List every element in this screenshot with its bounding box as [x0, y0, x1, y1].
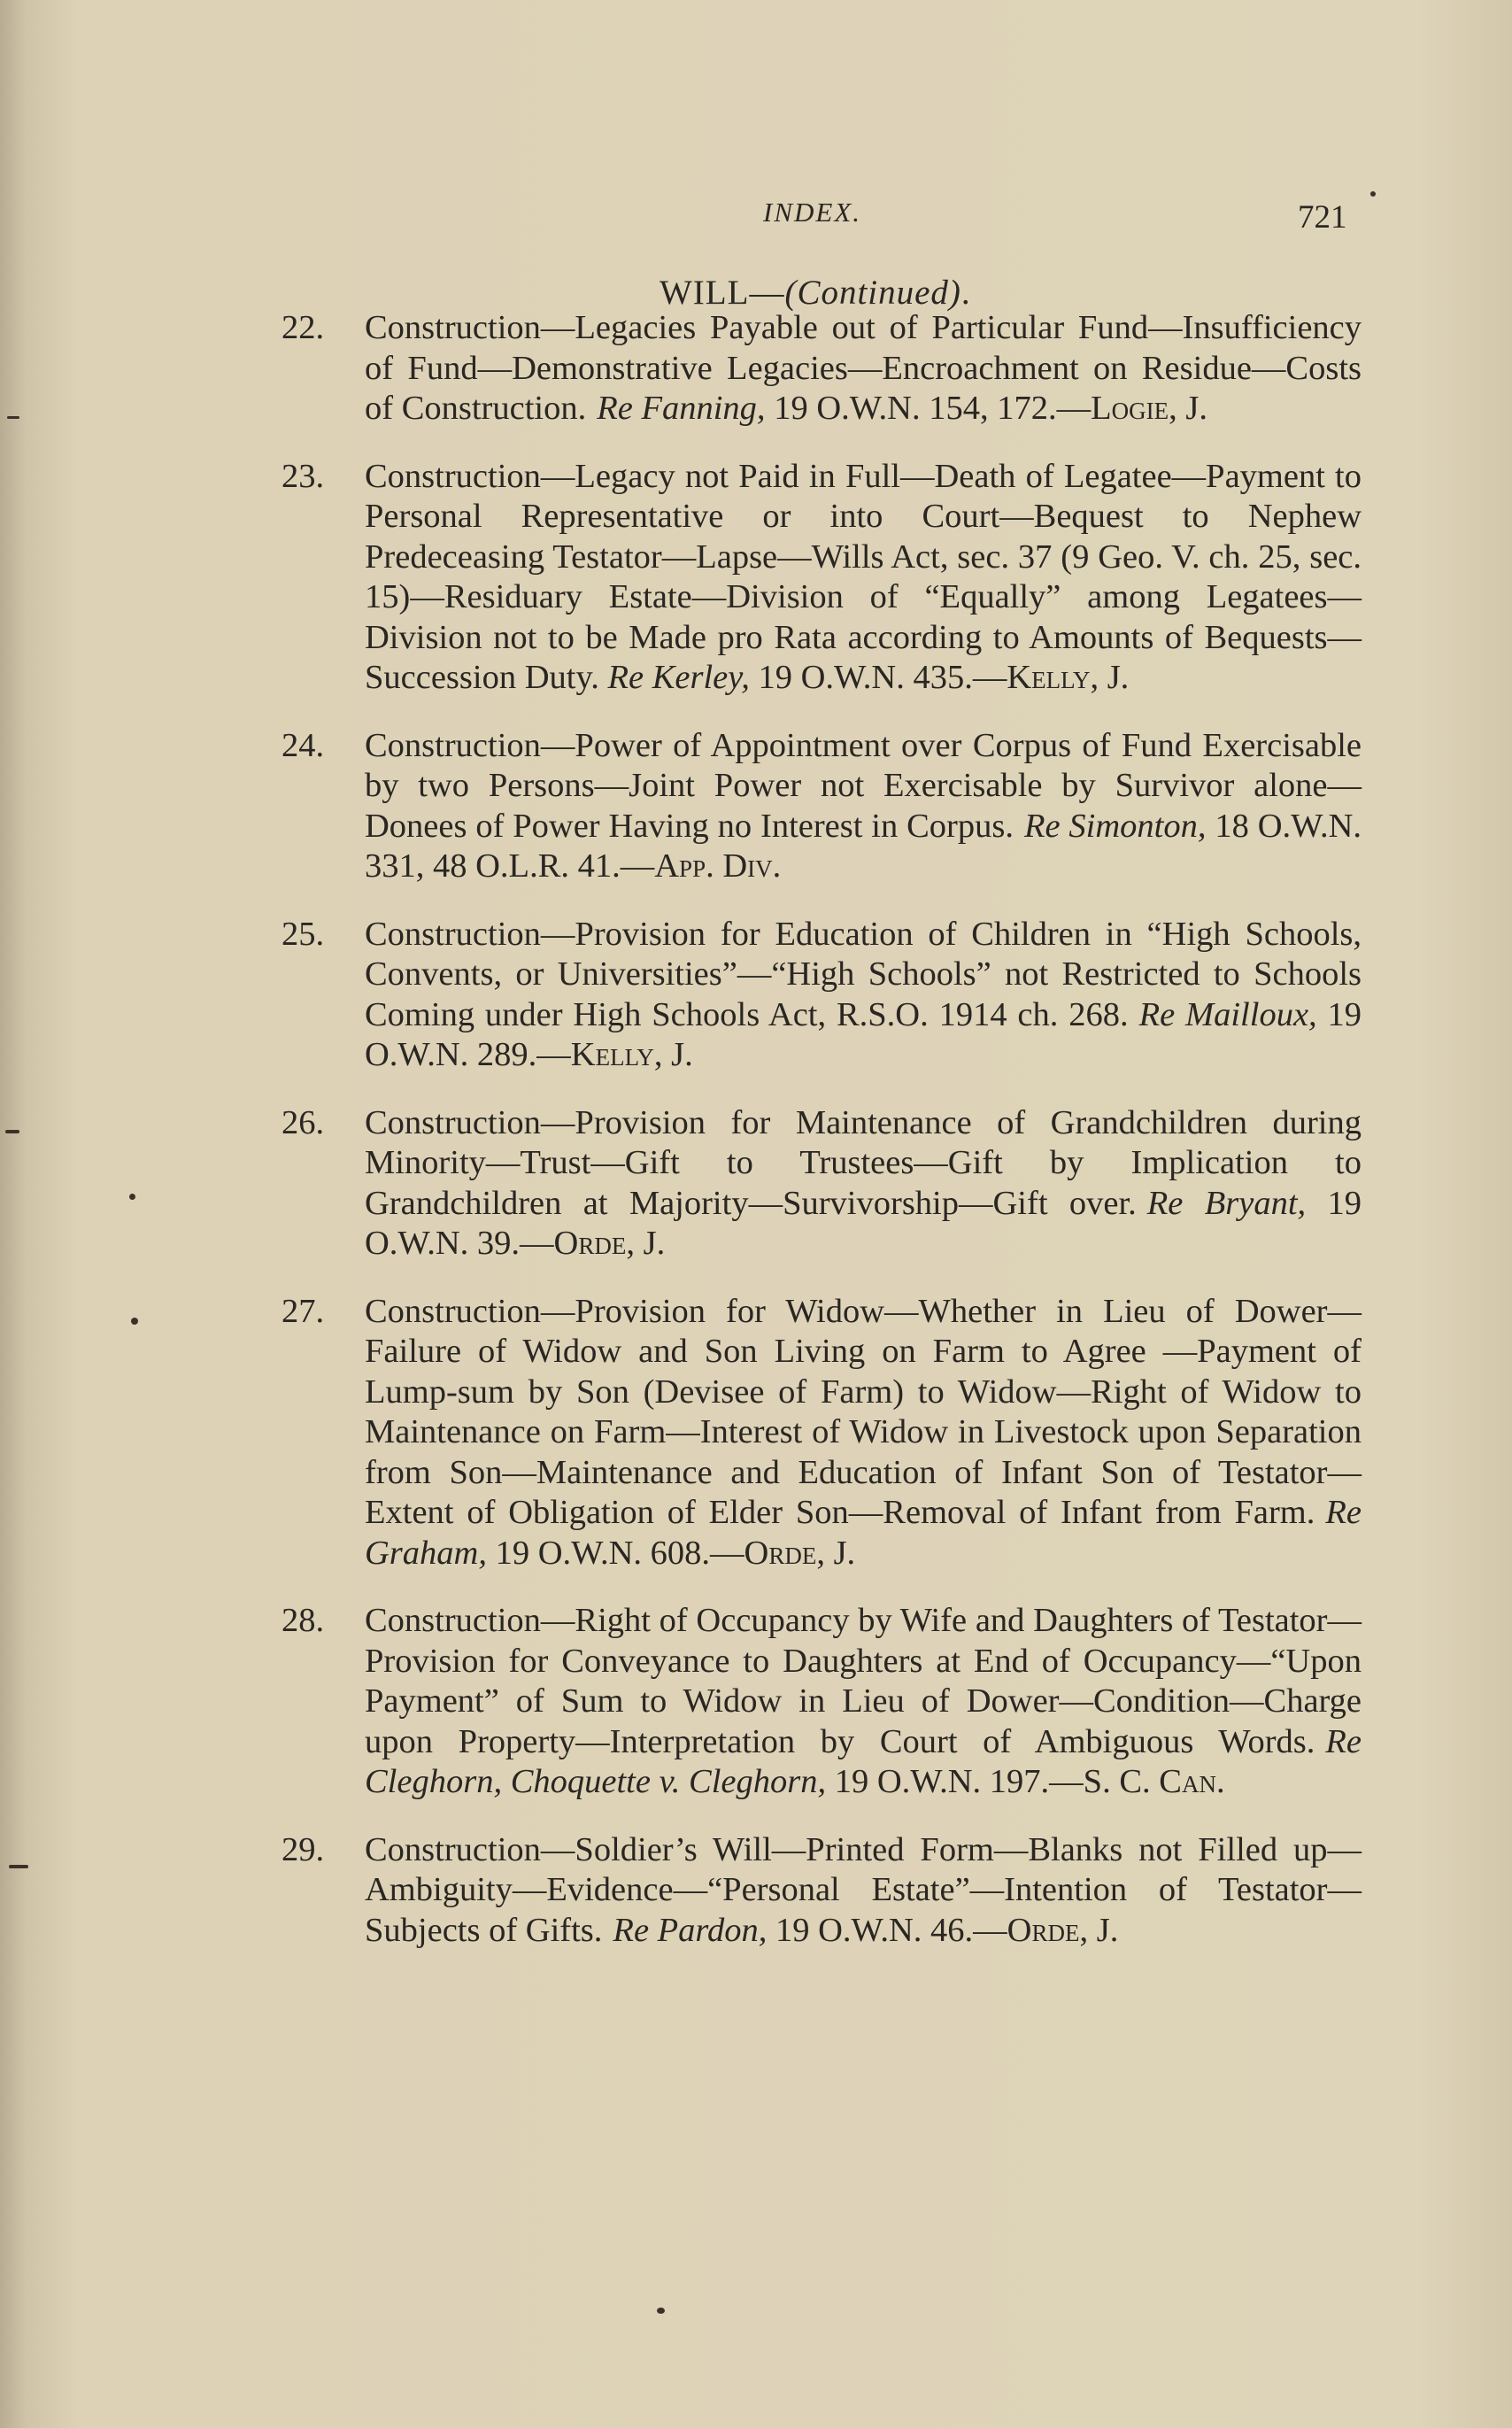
- paper-speck: [9, 1865, 28, 1868]
- judge: Orde, J.: [1007, 1911, 1119, 1949]
- section-heading: [660, 273, 971, 313]
- entry-number: 22.: [282, 309, 325, 346]
- entry-number: 27.: [282, 1292, 325, 1330]
- index-entry: [282, 1601, 1362, 1803]
- index-entry: [282, 457, 1362, 699]
- paper-speck: [131, 1318, 138, 1325]
- entry-number: 24.: [282, 726, 325, 764]
- judge: Orde, J.: [553, 1225, 666, 1262]
- entry-body: [365, 1601, 1362, 1803]
- case-name: Re Bryant,: [1146, 1184, 1307, 1222]
- entry-body: [365, 1830, 1362, 1952]
- entry-text: Construction—Provision for Education of Children in “High Schools, Convents, or Universities”—“High Schools” not Restricted to Schools Coming under High Schools Act, R.S.O. 1914 ch. 268.: [365, 915, 1362, 1033]
- section-period: .: [960, 274, 971, 312]
- case-name: Re Kerley,: [607, 659, 750, 696]
- judge: Logie, J.: [1091, 390, 1207, 427]
- paper-speck: [1370, 191, 1376, 197]
- entry-text: Construction—Legacy not Paid in Full—Death of Legatee—Payment to Personal Representative or into Court—Bequest to Nephew Predeceasing Testator—Lapse—Wills Act, sec. 37 (9 Geo. V. ch. 25, sec. 15)—Residuary Estate—Division of “Equally” among Legatees—Division not to be Made pro Rata according to Amounts of Bequests—Succession Duty.: [365, 457, 1362, 696]
- entry-text: Construction—Legacies Payable out of Particular Fund—Insufficiency of Fund—Demonstrative Legacies—Encroachment on Residue—Costs of Construction.: [365, 309, 1362, 427]
- citation: 19 O.W.N. 154, 172.—: [774, 390, 1092, 427]
- page-number: 721: [1298, 199, 1347, 236]
- entry-body: [365, 1103, 1362, 1264]
- entry-number: 28.: [282, 1602, 325, 1639]
- entry-text: Construction—Provision for Maintenance of Grandchildren during Minority—Trust—Gift to Trustees—Gift by Implication to Grandchildren at Majority—Survivorship—Gift over.: [365, 1103, 1362, 1222]
- paper-speck: [129, 1194, 135, 1200]
- entry-body: [365, 915, 1362, 1076]
- judge: App. Div.: [654, 847, 782, 885]
- paper-speck: [657, 2308, 665, 2314]
- citation: 19 O.W.N. 608.—: [495, 1534, 744, 1572]
- section-continued: (Continued): [784, 274, 961, 312]
- index-entry: [282, 1103, 1362, 1264]
- judge: Orde, J.: [744, 1534, 856, 1572]
- citation: 18 O.W.N. 331, 48 O.L.R. 41.—: [365, 807, 1362, 885]
- paper-speck: [5, 1130, 19, 1133]
- entry-body: [365, 1292, 1362, 1574]
- page-header: [0, 197, 1512, 241]
- paper-speck: [7, 416, 19, 419]
- citation: 19 O.W.N. 39.—: [365, 1184, 1362, 1262]
- case-name: Re Graham,: [365, 1494, 1362, 1572]
- citation: 19 O.W.N. 435.—: [758, 659, 1007, 696]
- index-entry: [282, 915, 1362, 1076]
- judge: Kelly, J.: [1007, 659, 1130, 696]
- judge: Kelly, J.: [570, 1036, 693, 1073]
- entry-text: Construction—Right of Occupancy by Wife and Daughters of Testator—Provision for Conveyance to Daughters at End of Occupancy—“Upon Payment” of Sum to Widow in Lieu of Dower—Condition—Charge upon Property—Interpretation by Court of Ambiguous Words.: [365, 1602, 1362, 1760]
- entry-text: Construction—Power of Appointment over Corpus of Fund Exercisable by two Persons—Joint Power not Exercisable by Survivor alone—Donees of Power Having no Interest in Corpus.: [365, 726, 1362, 845]
- index-entry: [282, 726, 1362, 887]
- case-name: Re Cleghorn, Choquette v. Cleghorn,: [365, 1722, 1362, 1800]
- entry-body: [365, 308, 1362, 429]
- index-entry: [282, 1830, 1362, 1952]
- entry-number: 26.: [282, 1103, 325, 1141]
- entry-body: [365, 457, 1362, 699]
- case-name: Re Mailloux,: [1138, 995, 1317, 1033]
- entry-body: [365, 726, 1362, 887]
- index-entries: [282, 308, 1362, 1978]
- case-name: Re Fanning,: [597, 390, 766, 427]
- section-title: WILL—: [660, 274, 785, 312]
- case-name: Re Pardon,: [613, 1911, 768, 1949]
- entry-number: 29.: [282, 1830, 325, 1868]
- index-entry: [282, 1292, 1362, 1574]
- index-entry: [282, 308, 1362, 429]
- citation: 19 O.W.N. 46.—: [775, 1911, 1007, 1949]
- citation: 19 O.W.N. 197.—: [834, 1763, 1084, 1800]
- entry-text: Construction—Provision for Widow—Whether in Lieu of Dower—Failure of Widow and Son Living on Farm to Agree —Payment of Lump-sum by Son (Devisee of Farm) to Widow—Right of Widow to Maintenance on Farm—Interest of Widow in Livestock upon Separation from Son—Maintenance and Education of Infant Son of Testator—Extent of Obligation of Elder Son—Removal of Infant from Farm.: [365, 1292, 1362, 1531]
- running-head: INDEX.: [763, 197, 862, 228]
- entry-number: 23.: [282, 457, 325, 495]
- judge: S. C. Can.: [1083, 1763, 1225, 1800]
- entry-text: Construction—Soldier’s Will—Printed Form—Blanks not Filled up—Ambiguity—Evidence—“Personal Estate”—Intention of Testator—Subjects of Gifts.: [365, 1830, 1362, 1949]
- citation: 19 O.W.N. 289.—: [365, 995, 1362, 1073]
- entry-number: 25.: [282, 915, 325, 953]
- case-name: Re Simonton,: [1023, 807, 1207, 845]
